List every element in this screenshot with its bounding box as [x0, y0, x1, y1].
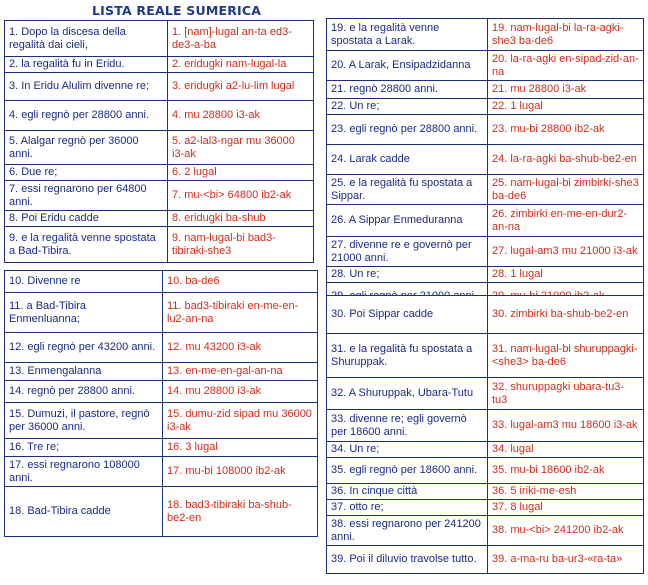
table-row — [5, 131, 314, 165]
table-row — [327, 546, 644, 574]
italian-line: 37. otto re; — [327, 500, 488, 516]
sumerian-line: 8. eridugki ba-shub — [168, 211, 314, 227]
table-row — [5, 457, 318, 487]
italian-line: 19. e la regalità venne spostata a Larak. — [327, 19, 488, 51]
sumerian-line: 34. lugal — [488, 442, 644, 458]
table-row — [327, 51, 644, 81]
table-row — [5, 181, 314, 211]
table-row — [5, 227, 314, 263]
italian-line: 5. Alalgar regnò per 36000 anni. — [5, 131, 168, 165]
table-row — [5, 439, 318, 457]
italian-line: 16. Tre re; — [5, 439, 163, 457]
king-list-table-right-top — [326, 18, 644, 311]
table-row — [5, 381, 318, 403]
sumerian-line: 33. lugal-am3 mu 18600 i3-ak — [488, 410, 644, 442]
italian-line: 30. Poi Sippar cadde — [327, 296, 488, 334]
sumerian-line: 28. 1 lugal — [488, 267, 644, 283]
sumerian-line: 26. zimbirki en-me-en-dur2-an-na — [488, 205, 644, 237]
table-row — [327, 458, 644, 484]
italian-line: 15. Dumuzi, il pastore, regnò per 36000 anni. — [5, 403, 163, 439]
italian-line: 33. divenne re; egli governò per 18600 anni. — [327, 410, 488, 442]
italian-line: 22. Un re; — [327, 99, 488, 115]
italian-line: 34. Un re; — [327, 442, 488, 458]
sumerian-line: 5. a2-lal3-ngar mu 36000 i3-ak — [168, 131, 314, 165]
page-title: LISTA REALE SUMERICA — [92, 3, 262, 18]
italian-line: 23. egli regnò per 28800 anni. — [327, 115, 488, 145]
sumerian-line: 13. en-me-en-gal-an-na — [163, 363, 318, 381]
sumerian-line: 38. mu-<bi> 241200 ib2-ak — [488, 516, 644, 546]
sumerian-line: 4. mu 28800 i3-ak — [168, 101, 314, 131]
italian-line: 13. Enmengalanna — [5, 363, 163, 381]
table-row — [327, 19, 644, 51]
table-row — [327, 442, 644, 458]
italian-line: 21. regnò 28800 anni. — [327, 81, 488, 99]
italian-line: 31. e la regalità fu spostata a Shuruppak. — [327, 334, 488, 378]
italian-line: 14. regnò per 28800 anni. — [5, 381, 163, 403]
sumerian-line: 30. zimbirki ba-shub-be2-en — [488, 296, 644, 334]
table-row — [327, 516, 644, 546]
table-row — [5, 211, 314, 227]
table-row — [327, 378, 644, 410]
table-row — [5, 165, 314, 181]
sumerian-line: 15. dumu-zid sipad mu 36000 i3-ak — [163, 403, 318, 439]
sumerian-line: 25. nam-lugal-bi zimbirki-she3 ba-de6 — [488, 175, 644, 205]
sumerian-line: 1. [nam]-lugal an-ta ed3-de3-a-ba — [168, 21, 314, 57]
sumerian-line: 10. ba-de6 — [163, 271, 318, 293]
table-row — [327, 410, 644, 442]
table-row — [327, 237, 644, 267]
italian-line: 35. egli regnò per 18600 anni. — [327, 458, 488, 484]
italian-line: 11. a Bad-Tibira Enmenluanna; — [5, 293, 163, 333]
italian-line: 2. la regalità fu in Eridu. — [5, 57, 168, 73]
sumerian-line: 18. bad3-tibiraki ba-shub-be2-en — [163, 487, 318, 537]
king-list-table-left-bottom — [4, 270, 318, 537]
italian-line: 6. Due re; — [5, 165, 168, 181]
italian-line: 10. Divenne re — [5, 271, 163, 293]
italian-line: 8. Poi Eridu cadde — [5, 211, 168, 227]
king-list-table-left-top — [4, 20, 314, 263]
table-row — [327, 81, 644, 99]
sumerian-line: 14. mu 28800 i3-ak — [163, 381, 318, 403]
sumerian-line: 3. eridugki a2-lu-lim lugal — [168, 73, 314, 101]
sumerian-line: 35. mu-bi 18600 ib2-ak — [488, 458, 644, 484]
table-row — [327, 175, 644, 205]
italian-line: 4. egli regnò per 28800 anni. — [5, 101, 168, 131]
italian-line: 27. divenne re e governò per 21000 anni. — [327, 237, 488, 267]
sumerian-line: 37. 8 lugal — [488, 500, 644, 516]
table-row — [327, 484, 644, 500]
italian-line: 32. A Shuruppak, Ubara-Tutu — [327, 378, 488, 410]
italian-line: 25. e la regalità fu spostata a Sippar. — [327, 175, 488, 205]
sumerian-line: 2. eridugki nam-lugal-la — [168, 57, 314, 73]
italian-line: 26. A Sippar Enmeduranna — [327, 205, 488, 237]
table-row — [5, 333, 318, 363]
italian-line: 17. essi regnarono 108000 anni. — [5, 457, 163, 487]
italian-line: 7. essi regnarono per 64800 anni. — [5, 181, 168, 211]
table-row — [327, 500, 644, 516]
table-row — [327, 145, 644, 175]
italian-line: 39. Poi il diluvio travolse tutto. — [327, 546, 488, 574]
sumerian-line: 17. mu-bi 108000 ib2-ak — [163, 457, 318, 487]
table-row — [327, 205, 644, 237]
italian-line: 28. Un re; — [327, 267, 488, 283]
table-row — [5, 101, 314, 131]
sumerian-line: 39. a-ma-ru ba-ur3-«ra-ta» — [488, 546, 644, 574]
italian-line: 12. egli regnò per 43200 anni. — [5, 333, 163, 363]
sumerian-line: 22. 1 lugal — [488, 99, 644, 115]
table-row — [327, 334, 644, 378]
table-row — [5, 21, 314, 57]
sumerian-line: 24. la-ra-agki ba-shub-be2-en — [488, 145, 644, 175]
sumerian-line: 6. 2 lugal — [168, 165, 314, 181]
table-row — [5, 363, 318, 381]
italian-line: 38. essi regnarono per 241200 anni. — [327, 516, 488, 546]
table-row — [5, 293, 318, 333]
table-row — [5, 57, 314, 73]
table-row — [327, 115, 644, 145]
sumerian-line: 36. 5 iriki-me-esh — [488, 484, 644, 500]
table-row — [327, 267, 644, 283]
sumerian-line: 31. nam-lugal-bi shuruppagki-<she3> ba-de6 — [488, 334, 644, 378]
table-row — [5, 271, 318, 293]
italian-line: 1. Dopo la discesa della regalità dai cieli, — [5, 21, 168, 57]
italian-line: 20. A Larak, Ensipadzidanna — [327, 51, 488, 81]
italian-line: 24. Larak cadde — [327, 145, 488, 175]
sumerian-line: 7. mu-<bi> 64800 ib2-ak — [168, 181, 314, 211]
sumerian-line: 11. bad3-tibiraki en-me-en-lu2-an-na — [163, 293, 318, 333]
sumerian-line: 27. lugal-am3 mu 21000 i3-ak — [488, 237, 644, 267]
table-row — [327, 99, 644, 115]
sumerian-line: 32. shuruppagki ubara-tu3-tu3 — [488, 378, 644, 410]
sumerian-line: 20. la-ra-agki en-sipad-zid-an-na — [488, 51, 644, 81]
sumerian-line: 19. nam-lugal-bi la-ra-agki-she3 ba-de6 — [488, 19, 644, 51]
italian-line: 36. In cinque città — [327, 484, 488, 500]
italian-line: 9. e la regalità venne spostata a Bad-Tibira. — [5, 227, 168, 263]
table-row — [5, 487, 318, 537]
table-row — [327, 296, 644, 334]
table-row — [5, 403, 318, 439]
sumerian-line: 12. mu 43200 i3-ak — [163, 333, 318, 363]
italian-line: 18. Bad-Tibira cadde — [5, 487, 163, 537]
sumerian-line: 9. nam-lugal-bi bad3-tibiraki-she3 — [168, 227, 314, 263]
italian-line: 3. In Eridu Alulim divenne re; — [5, 73, 168, 101]
table-row — [5, 73, 314, 101]
sumerian-line: 16. 3 lugal — [163, 439, 318, 457]
king-list-table-right-bottom — [326, 295, 644, 574]
sumerian-line: 23. mu-bi 28800 ib2-ak — [488, 115, 644, 145]
sumerian-line: 21. mu 28800 i3-ak — [488, 81, 644, 99]
